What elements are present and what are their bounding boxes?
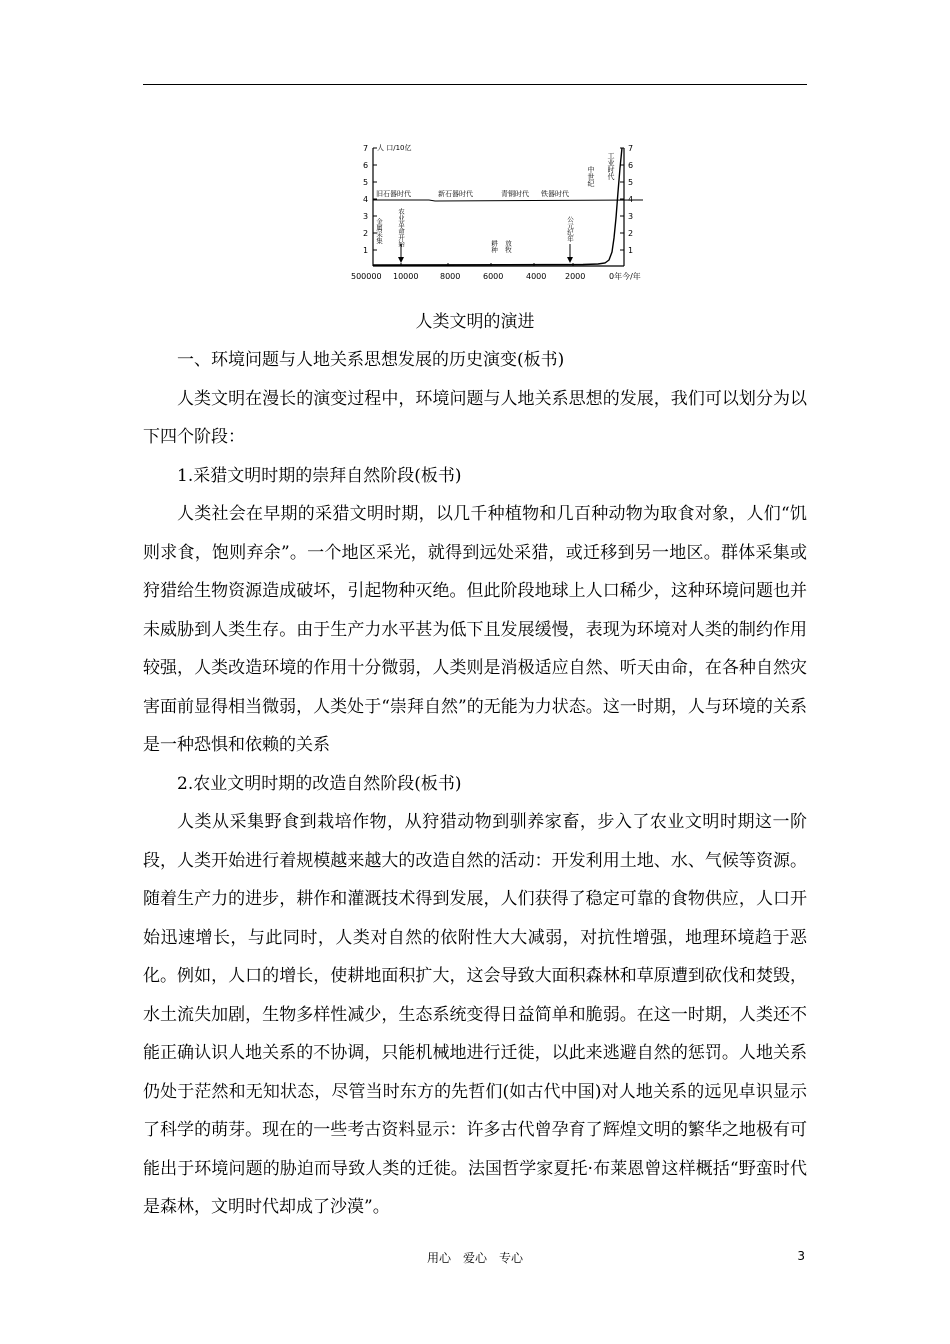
body-paragraph: 人类从采集野食到栽培作物，从狩猎动物到驯养家畜，步入了农业文明时期这一阶段，人类开始进行着规模越来越大的改造自然的活动：开发利用土地、水、气候等资源。随着生产力的进步，耕作和灌溉技术得到发展，人们获得了稳定可靠的食物供应，人口开始迅速增长，与此同时，人类对自然的依附性大大减弱，对抗性增强，地理环境趋于恶化。例如，人口的增长，使耕地面积扩大，这会导致大面积森林和草原遭到砍伐和焚毁，水土流失加剧，生物多样性减少，生态系统变得日益简单和脆弱。在这一时期，人类还不能正确认识人地关系的不协调，只能机械地进行迁徙，以此来逃避自然的惩罚。人地关系仍处于茫然和无知状态，尽管当时东方的先哲们(如古代中国)对人地关系的远见卓识显示了科学的萌芽。现在的一些考古资料显示：许多古代曾孕育了辉煌文明的繁华之地极有可能出于环境问题的胁迫而导致人类的迁徙。法国哲学家夏托·布莱恩曾这样概括“野蛮时代是森林，文明时代却成了沙漠”。 [143, 812, 807, 1217]
era-label: 铁器时代 [541, 190, 569, 198]
agriculture-arrow-head [398, 257, 404, 263]
era-label: 旧石器时代 [376, 190, 411, 198]
x-tick: 500000 [351, 272, 382, 281]
y-tick-right: 6 [628, 161, 634, 170]
y-tick-left: 4 [363, 195, 369, 204]
event-label: 农业革命开始 [397, 208, 405, 247]
era-label: 新石器时代 [438, 190, 473, 198]
y-tick-left: 5 [363, 178, 369, 187]
x-tick: 2000 [565, 272, 586, 281]
era-label-vertical: 中世纪 [587, 166, 595, 187]
section-heading: 一、环境问题与人地关系思想发展的历史演变(板书) [177, 350, 565, 370]
x-tick: 8000 [440, 272, 461, 281]
y-axis-title: 人 口/10亿 [377, 144, 412, 152]
event-label: 公元纪年 [566, 216, 574, 242]
y-tick-right: 7 [628, 144, 634, 153]
header-rule [143, 84, 807, 85]
event-label: 耕种 [490, 240, 498, 253]
era-label-vertical: 工业时代 [607, 152, 615, 180]
x-tick: 0年今/年 [609, 272, 641, 281]
era-label: 青铜时代 [501, 190, 529, 198]
y-tick-right: 5 [628, 178, 634, 187]
y-tick-left: 6 [363, 161, 369, 170]
x-tick: 6000 [483, 272, 504, 281]
y-tick-left: 3 [363, 212, 369, 221]
subsection-heading: 2.农业文明时期的改造自然阶段(板书) [177, 773, 462, 794]
subsection-heading: 1.采猎文明时期的崇拜自然阶段(板书) [177, 465, 462, 486]
footer-motto: 用心 爱心 专心 [426, 1251, 523, 1265]
y-tick-right: 2 [628, 229, 634, 238]
document-body [143, 341, 807, 1227]
ad-arrow-head [567, 257, 573, 263]
event-label: 放牧 [504, 240, 512, 253]
y-tick-right: 1 [628, 246, 634, 255]
body-paragraph: 人类社会在早期的采猎文明时期，以几千种植物和几百种动物为取食对象，人们“饥则求食，饱则弃余”。一个地区采光，就得到远处采猎，或迁移到另一地区。群体采集或狩猎给生物资源造成破坏，引起物种灭绝。但此阶段地球上人口稀少，这种环境问题也并未威胁到人类生存。由于生产力水平甚为低下且发展缓慢，表现为环境对人类的制约作用较强，人类改造环境的作用十分微弱，人类则是消极适应自然、听天由命，在各种自然灾害面前显得相当微弱，人类处于“崇拜自然”的无能为力状态。这一时期，人与环境的关系是一种恐惧和依赖的关系 [143, 504, 807, 755]
body-paragraph: 人类文明在漫长的演变过程中，环境问题与人地关系思想的发展，我们可以划分为以下四个阶段： [143, 388, 807, 447]
population-chart [343, 130, 675, 286]
page-number: 3 [797, 1249, 805, 1263]
y-tick-left: 2 [363, 229, 369, 238]
y-tick-right: 3 [628, 212, 634, 221]
y-tick-left: 7 [363, 144, 369, 153]
y-tick-right: 4 [628, 195, 634, 204]
figure-caption: 人类文明的演进 [415, 312, 535, 332]
population-history-figure [343, 130, 675, 286]
era-timeline [373, 200, 643, 201]
y-tick-left: 1 [363, 246, 369, 255]
x-tick: 10000 [393, 272, 419, 281]
x-tick: 4000 [526, 272, 547, 281]
event-label: 金属采集 [375, 218, 383, 244]
